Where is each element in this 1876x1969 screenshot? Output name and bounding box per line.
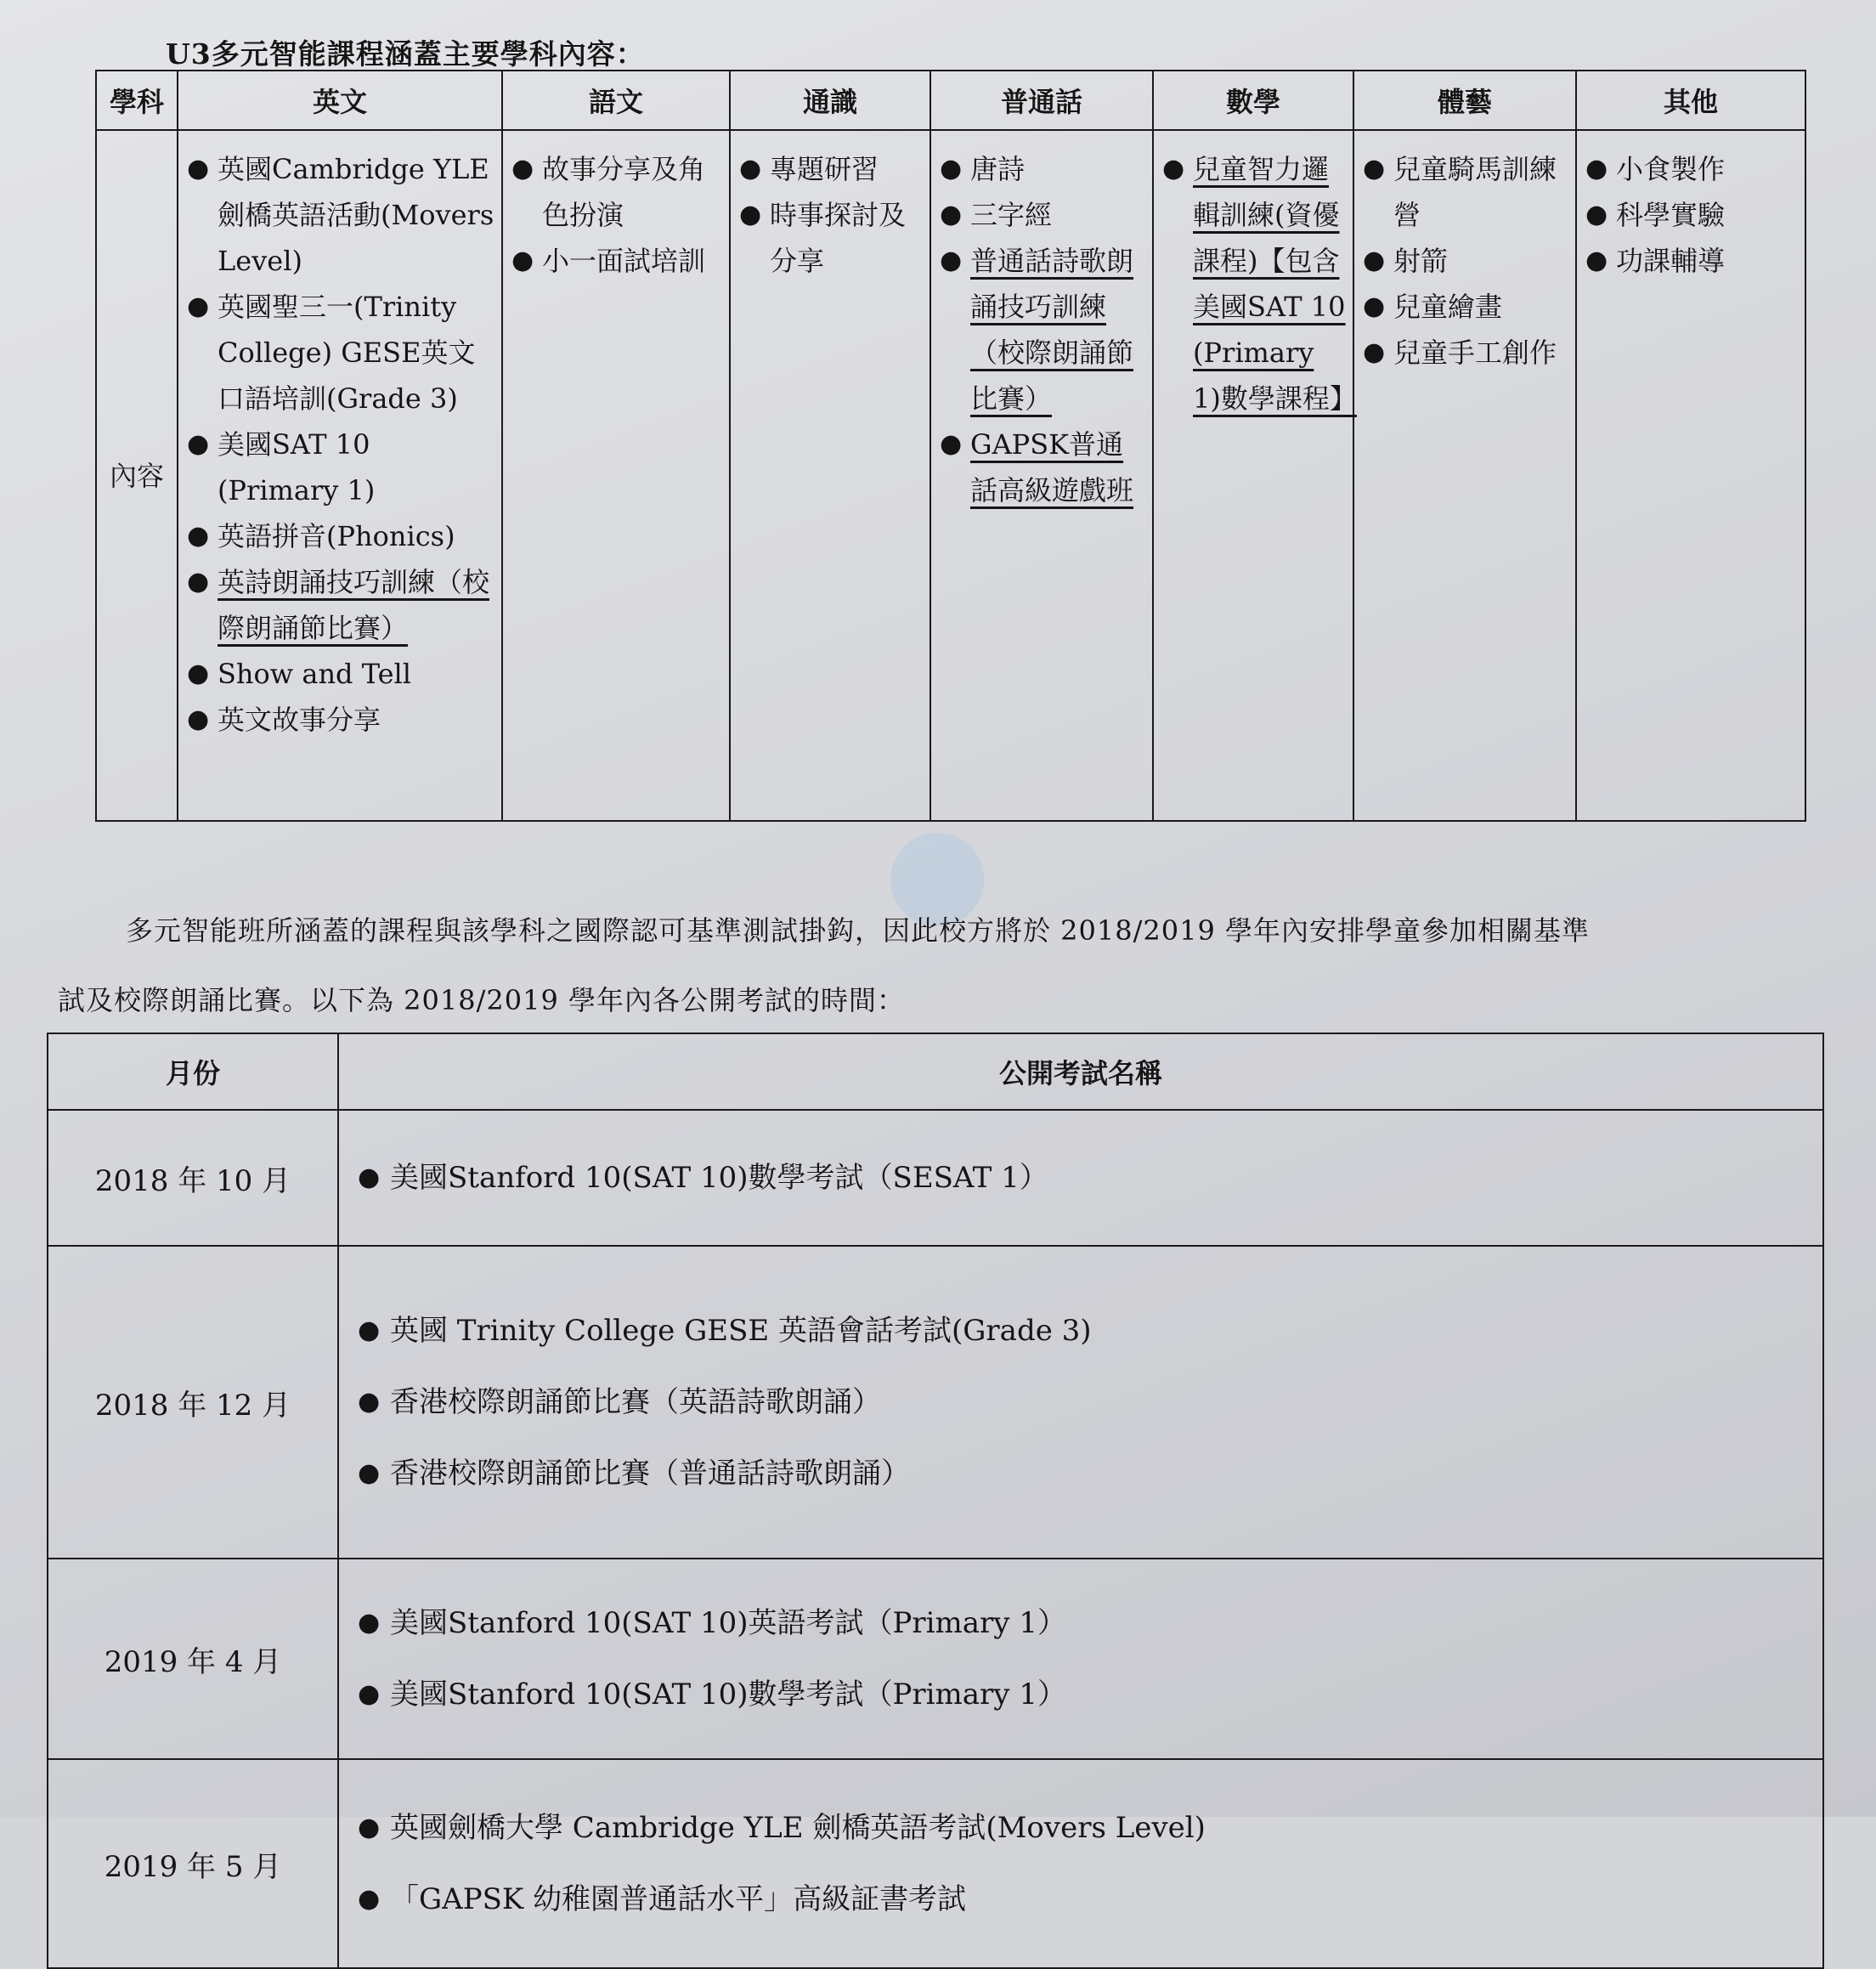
subject-content-cell [930,130,1153,821]
subject-item-text: 兒童騎馬訓練營 [1393,153,1557,231]
subjects-content-row [96,130,1805,821]
subject-item-text: 兒童智力邏輯訓練(資優課程)【包含美國SAT 10 (Primary 1)數學課程】 [1193,153,1357,415]
intro-paragraph-line2: 試及校際朗誦比賽。以下為 2018/2019 學年內各公開考試的時間： [58,984,906,1016]
exam-item-list [358,1295,1805,1509]
subject-item [511,146,724,238]
subject-item [940,238,1147,422]
subject-item [1363,146,1570,238]
subject-header: 其他 [1576,71,1805,130]
subject-item-text: 專題研習 [770,153,879,185]
subject-item [739,192,924,284]
subject-item [187,559,496,651]
subject-content-cell [1353,130,1576,821]
subject-item [1363,284,1570,330]
subject-item [1162,146,1357,422]
exam-list-cell [338,1110,1823,1246]
subject-header: 數學 [1153,71,1353,130]
subject-item-text: GAPSK普通話高級遊戲班 [970,428,1134,506]
exam-header-row [48,1033,1823,1110]
exam-item: ● 美國Stanford 10(SAT 10)數學考試（SESAT 1） [358,1142,1805,1214]
exam-item: ● 美國Stanford 10(SAT 10)數學考試（Primary 1） [358,1659,1805,1730]
subject-item [1363,330,1570,376]
subject-item-text: 英語拼音(Phonics) [218,520,455,552]
exam-item: ● 香港校際朗誦節比賽（普通話詩歌朗誦） [358,1438,1805,1509]
exam-month: 2019 年 5 月 [48,1759,338,1968]
subject-item-text: 英國聖三一(Trinity College) GESE英文口語培訓(Grade 3) [218,291,476,415]
page-title: U3多元智能課程涵蓋主要學科內容： [166,37,645,71]
exam-schedule-table [47,1033,1824,1969]
subject-item-text: 英詩朗誦技巧訓練（校際朗誦節比賽） [218,566,490,644]
subject-item-text: 科學實驗 [1616,199,1726,231]
subject-item [187,284,496,422]
subject-item [1585,192,1800,238]
exam-item-list [358,1792,1805,1935]
subject-item [511,238,724,284]
subject-content-cell [730,130,930,821]
exam-item: ● 英國劍橋大學 Cambridge YLE 劍橋英語考試(Movers Level) [358,1792,1805,1864]
subject-item [1363,238,1570,284]
subject-item [187,422,496,513]
subject-item-list [1363,146,1570,376]
subject-item [739,146,924,192]
exam-month: 2018 年 12 月 [48,1246,338,1559]
subject-item [1585,146,1800,192]
exam-item: ● 英國 Trinity College GESE 英語會話考試(Grade 3) [358,1295,1805,1366]
subject-item-list [1585,146,1800,284]
subject-item-text: Show and Tell [218,658,411,690]
subject-item-text: 兒童手工創作 [1393,337,1557,369]
exam-row [48,1246,1823,1559]
subject-content-cell [178,130,502,821]
subject-header: 語文 [502,71,730,130]
exam-month: 2019 年 4 月 [48,1559,338,1759]
subject-item-text: 英文故事分享 [218,704,381,736]
intro-paragraph-line1: 多元智能班所涵蓋的課程與該學科之國際認可基準測試掛鈎，因此校方將於 2018/2019 學年內安排學童參加相關基準 [126,914,1591,947]
exam-row [48,1759,1823,1968]
exam-list-cell [338,1759,1823,1968]
exam-item: ● 香港校際朗誦節比賽（英語詩歌朗誦） [358,1366,1805,1438]
subject-item-list [187,146,496,743]
subject-item-text: 功課輔導 [1616,245,1726,277]
subject-content-cell [1576,130,1805,821]
exam-row [48,1559,1823,1759]
subject-item-text: 英國Cambridge YLE劍橋英語活動(Movers Level) [218,153,494,277]
subject-item-text: 三字經 [970,199,1053,231]
subject-item-list [940,146,1147,513]
subject-content-cell [502,130,730,821]
exam-row [48,1110,1823,1246]
subject-item [940,192,1147,238]
exam-item-list [358,1587,1805,1730]
subject-item-text: 時事探討及分享 [770,199,907,277]
exam-name-header: 公開考試名稱 [338,1033,1823,1110]
exam-month: 2018 年 10 月 [48,1110,338,1246]
exam-item: ● 美國Stanford 10(SAT 10)英語考試（Primary 1） [358,1587,1805,1659]
subject-item [187,513,496,559]
subject-item-text: 普通話詩歌朗誦技巧訓練（校際朗誦節比賽） [970,245,1134,415]
subject-item-text: 故事分享及角色扮演 [542,153,706,231]
subject-item [1585,238,1800,284]
corner-header: 學科 [96,71,178,130]
subject-header: 體藝 [1353,71,1576,130]
subject-content-cell [1153,130,1357,821]
subject-item [940,422,1147,513]
exam-item: ● 「GAPSK 幼稚園普通話水平」高級証書考試 [358,1864,1805,1935]
subject-header: 通識 [730,71,930,130]
exam-item-list [358,1142,1805,1214]
subject-header: 英文 [178,71,502,130]
subject-header: 普通話 [930,71,1153,130]
subject-item-text: 美國SAT 10 (Primary 1) [218,428,376,506]
subjects-header-row [96,71,1805,130]
subject-item-list [1162,146,1357,422]
subject-item-text: 唐詩 [970,153,1026,185]
subject-item [187,697,496,743]
exam-list-cell [338,1559,1823,1759]
subject-item-text: 小食製作 [1616,153,1726,185]
subject-item-list [511,146,724,284]
subjects-table [95,70,1806,822]
month-header: 月份 [48,1033,338,1110]
subject-item-text: 小一面試培訓 [542,245,706,277]
subject-item-list [739,146,924,284]
subject-item [187,651,496,697]
subject-item-text: 兒童繪畫 [1393,291,1503,323]
content-row-label: 內容 [96,130,178,821]
exam-list-cell [338,1246,1823,1559]
subject-item-text: 射箭 [1393,245,1449,277]
subject-item [187,146,496,284]
subject-item [940,146,1147,192]
